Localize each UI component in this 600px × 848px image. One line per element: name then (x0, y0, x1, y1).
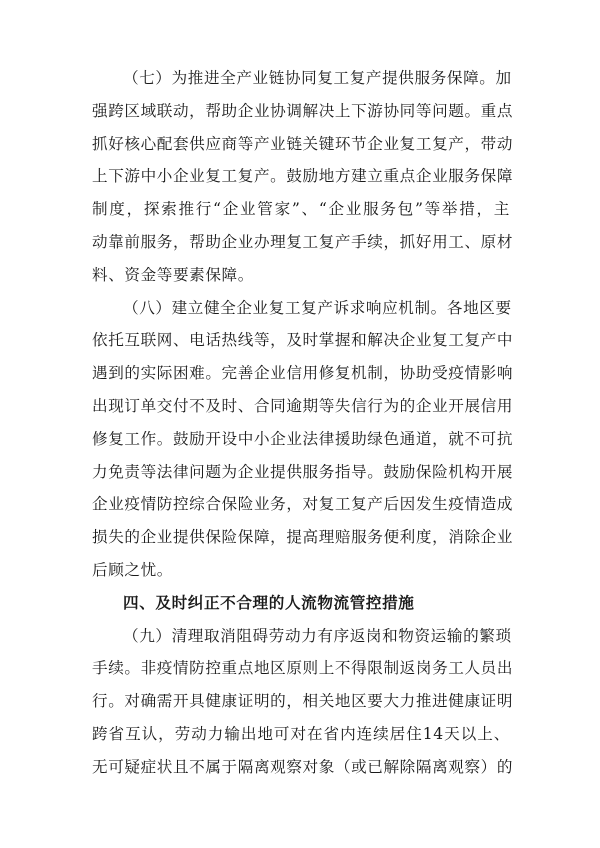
text-line: （七）为推进全产业链协同复工复产提供服务保障。加 (123, 69, 512, 87)
paragraph-eight (92, 292, 514, 587)
text-line: 行。对确需开具健康证明的，相关地区要大力推进健康证明 (92, 692, 514, 711)
text-line: 后顾之忧。 (92, 560, 173, 579)
document-page (92, 62, 514, 784)
text-line: （八）建立健全企业复工复产诉求响应机制。各地区要 (123, 298, 512, 317)
text-line: 企业疫情防控综合保险业务，对复工复产后因发生疫情造成 (92, 495, 514, 514)
text-line: 依托互联网、电话热线等，及时掌握和解决企业复工复产中 (92, 331, 514, 350)
text-line: 动靠前服务，帮助企业办理复工复产手续，抓好用工、原材 (92, 232, 514, 251)
text-line: 强跨区域联动，帮助企业协调解决上下游协同等问题。重点 (92, 101, 514, 120)
text-line: 料、资金等要素保障。 (92, 265, 254, 284)
text-line: 抓好核心配套供应商等产业链关键环节企业复工复产，带动 (92, 134, 514, 153)
text-line: 手续。非疫情防控重点地区原则上不得限制返岗务工人员出 (92, 659, 514, 678)
text-line: 无可疑症状且不属于隔离观察对象（或已解除隔离观察）的 (92, 757, 514, 776)
text-line: 修复工作。鼓励开设中小企业法律援助绿色通道，就不可抗 (92, 429, 514, 448)
text-line: 跨省互认，劳动力输出地可对在省内连续居住14天以上、 (92, 724, 510, 743)
paragraph-seven (92, 62, 514, 292)
text-line: （九）清理取消阻碍劳动力有序返岗和物资运输的繁琐 (123, 626, 512, 645)
paragraph-nine (92, 620, 514, 784)
text-line: 上下游中小企业复工复产。鼓励地方建立重点企业服务保障 (92, 167, 514, 186)
text-line: 损失的企业提供保险保障，提高理赔服务便利度，消除企业 (92, 528, 514, 547)
text-line: 力免责等法律问题为企业提供服务指导。鼓励保险机构开展 (92, 462, 514, 481)
text-line: 出现订单交付不及时、合同逾期等失信行为的企业开展信用 (92, 396, 514, 415)
text-line: 遇到的实际困难。完善企业信用修复机制，协助受疫情影响 (92, 364, 514, 383)
text-line: 制度，探索推行“企业管家”、“企业服务包”等举措，主 (92, 200, 510, 219)
section-heading: 四、及时纠正不合理的人流物流管控措施 (123, 593, 415, 612)
